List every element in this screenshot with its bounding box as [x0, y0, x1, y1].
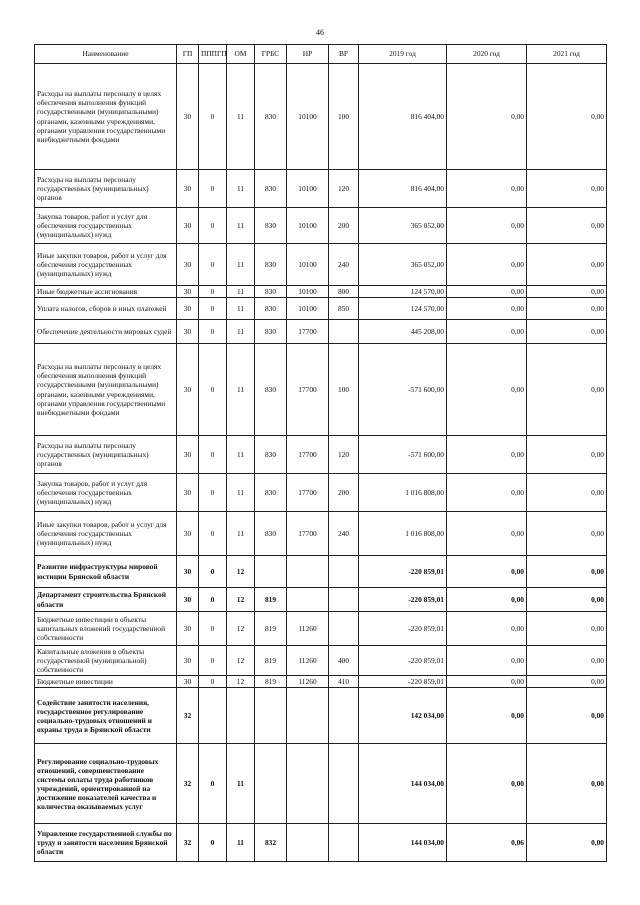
cell-om: 11 [227, 64, 255, 170]
cell-vr [329, 688, 359, 744]
cell-vr [329, 744, 359, 824]
cell-name: Департамент строительства Брянской области [35, 588, 177, 612]
table-row [35, 588, 607, 612]
cell-2020: 0,00 [447, 344, 527, 436]
cell-grbs: 830 [255, 208, 287, 244]
cell-gp: 30 [177, 436, 199, 474]
cell-2020: 0,00 [447, 646, 527, 676]
cell-2021: 0,00 [527, 556, 607, 588]
table-row [35, 824, 607, 862]
cell-ppgp: 0 [199, 298, 227, 320]
cell-name: Развитие инфраструктуры мировой юстиции Брянской области [35, 556, 177, 588]
cell-grbs: 830 [255, 436, 287, 474]
cell-om: 12 [227, 646, 255, 676]
cell-2020: 0,00 [447, 744, 527, 824]
cell-2020: 0,00 [447, 64, 527, 170]
table-row [35, 744, 607, 824]
cell-gp: 30 [177, 646, 199, 676]
cell-grbs: 830 [255, 286, 287, 298]
cell-2021: 0,00 [527, 588, 607, 612]
cell-name: Расходы на выплаты персоналу в целях обеспечения выполнения функций государственными (муниципальными) органами, казенными учреждениями, органами управления государственными внебюджетными фондами [35, 64, 177, 170]
cell-vr: 100 [329, 64, 359, 170]
cell-nr: 17700 [287, 474, 329, 512]
cell-2021: 0,00 [527, 244, 607, 286]
cell-grbs: 830 [255, 170, 287, 208]
cell-grbs: 819 [255, 676, 287, 688]
header-2019: 2019 год [359, 45, 447, 64]
cell-2019: 144 034,00 [359, 744, 447, 824]
cell-2020: 0,00 [447, 208, 527, 244]
cell-2021: 0,00 [527, 824, 607, 862]
cell-gp: 30 [177, 556, 199, 588]
header-ppgp: ПППГП [199, 45, 227, 64]
cell-2020: 0,00 [447, 298, 527, 320]
table-row [35, 344, 607, 436]
cell-nr: 11260 [287, 646, 329, 676]
cell-ppgp: 0 [199, 824, 227, 862]
cell-grbs: 830 [255, 244, 287, 286]
cell-ppgp: 0 [199, 588, 227, 612]
cell-2021: 0,00 [527, 688, 607, 744]
cell-ppgp [199, 688, 227, 744]
cell-2019: 1 016 808,00 [359, 512, 447, 556]
cell-nr: 11260 [287, 676, 329, 688]
cell-name: Закупка товаров, работ и услуг для обеспечения государственных (муниципальных) нужд [35, 208, 177, 244]
cell-2019: -220 859,01 [359, 556, 447, 588]
cell-2019: 142 034,00 [359, 688, 447, 744]
cell-2020: 0,00 [447, 676, 527, 688]
table-row [35, 64, 607, 170]
cell-om: 11 [227, 244, 255, 286]
cell-ppgp: 0 [199, 170, 227, 208]
page-number: 46 [316, 28, 324, 37]
cell-grbs: 830 [255, 320, 287, 344]
cell-nr [287, 744, 329, 824]
cell-om: 12 [227, 588, 255, 612]
cell-grbs: 819 [255, 612, 287, 646]
cell-ppgp: 0 [199, 244, 227, 286]
cell-2020: 0,00 [447, 436, 527, 474]
cell-gp: 30 [177, 208, 199, 244]
cell-ppgp: 0 [199, 612, 227, 646]
cell-2021: 0,00 [527, 286, 607, 298]
cell-gp: 30 [177, 588, 199, 612]
cell-name: Расходы на выплаты персоналу государственных (муниципальных) органов [35, 436, 177, 474]
cell-2020: 0,00 [447, 244, 527, 286]
cell-gp: 30 [177, 612, 199, 646]
cell-grbs: 830 [255, 474, 287, 512]
cell-2019: -220 859,01 [359, 646, 447, 676]
cell-2021: 0,00 [527, 744, 607, 824]
cell-2021: 0,00 [527, 474, 607, 512]
cell-2020: 0,00 [447, 588, 527, 612]
cell-om: 12 [227, 676, 255, 688]
cell-2021: 0,00 [527, 298, 607, 320]
header-vr: ВР [329, 45, 359, 64]
cell-name: Регулирование социально-трудовых отношений, совершенствование системы оплаты труда работников учреждений, ориентированной на достижение показателей качества и количества оказываемых услуг [35, 744, 177, 824]
header-gp: ГП [177, 45, 199, 64]
cell-2021: 0,00 [527, 612, 607, 646]
cell-grbs: 830 [255, 298, 287, 320]
cell-2019: -571 600,00 [359, 436, 447, 474]
cell-grbs [255, 688, 287, 744]
cell-2019: 124 570,00 [359, 298, 447, 320]
cell-2020: 0,00 [447, 556, 527, 588]
cell-gp: 32 [177, 688, 199, 744]
cell-grbs [255, 556, 287, 588]
table-row [35, 676, 607, 688]
table-row [35, 688, 607, 744]
cell-gp: 30 [177, 344, 199, 436]
header-nr: НР [287, 45, 329, 64]
cell-nr: 10100 [287, 244, 329, 286]
cell-2020: 0,00 [447, 170, 527, 208]
cell-2021: 0,00 [527, 676, 607, 688]
cell-2019: -571 600,00 [359, 344, 447, 436]
table-row [35, 512, 607, 556]
cell-name: Закупка товаров, работ и услуг для обеспечения государственных (муниципальных) нужд [35, 474, 177, 512]
cell-2019: 816 404,00 [359, 170, 447, 208]
cell-name: Бюджетные инвестиции в объекты капитальных вложений государственной собственности [35, 612, 177, 646]
cell-2019: -220 859,01 [359, 676, 447, 688]
cell-name: Расходы на выплаты персоналу государственных (муниципальных) органов [35, 170, 177, 208]
cell-2020: 0,00 [447, 512, 527, 556]
cell-om: 11 [227, 320, 255, 344]
cell-2021: 0,00 [527, 320, 607, 344]
cell-2021: 0,00 [527, 646, 607, 676]
header-name: Наименование [35, 45, 177, 64]
cell-om [227, 688, 255, 744]
cell-ppgp: 0 [199, 344, 227, 436]
cell-gp: 32 [177, 824, 199, 862]
cell-name: Иные закупки товаров, работ и услуг для обеспечения государственных (муниципальных) нужд [35, 512, 177, 556]
cell-vr: 800 [329, 286, 359, 298]
cell-2019: 445 208,00 [359, 320, 447, 344]
table-row [35, 170, 607, 208]
cell-ppgp: 0 [199, 474, 227, 512]
cell-vr [329, 556, 359, 588]
cell-nr [287, 556, 329, 588]
cell-gp: 30 [177, 244, 199, 286]
cell-2019: 1 016 808,00 [359, 474, 447, 512]
cell-2019: 816 404,00 [359, 64, 447, 170]
table-row [35, 298, 607, 320]
cell-name: Бюджетные инвестиции [35, 676, 177, 688]
cell-gp: 30 [177, 474, 199, 512]
table-row [35, 646, 607, 676]
cell-2019: 365 052,00 [359, 244, 447, 286]
cell-2019: -220 859,01 [359, 588, 447, 612]
cell-vr: 400 [329, 646, 359, 676]
cell-name: Уплата налогов, сборов и иных платежей [35, 298, 177, 320]
cell-vr [329, 588, 359, 612]
cell-nr: 17700 [287, 436, 329, 474]
cell-2019: -220 859,01 [359, 612, 447, 646]
cell-ppgp: 0 [199, 676, 227, 688]
cell-gp: 30 [177, 512, 199, 556]
cell-name: Расходы на выплаты персоналу в целях обеспечения выполнения функций государственными (муниципальными) органами, казенными учреждениями, органами управления государственными внебюджетными фондами [35, 344, 177, 436]
cell-ppgp: 0 [199, 64, 227, 170]
cell-nr: 17700 [287, 320, 329, 344]
cell-2021: 0,00 [527, 436, 607, 474]
cell-om: 11 [227, 436, 255, 474]
header-2021: 2021 год [527, 45, 607, 64]
cell-2020: 0,00 [447, 320, 527, 344]
cell-om: 11 [227, 344, 255, 436]
table-row [35, 556, 607, 588]
budget-table [34, 44, 607, 862]
cell-ppgp: 0 [199, 556, 227, 588]
table-row [35, 286, 607, 298]
cell-om: 11 [227, 208, 255, 244]
cell-grbs: 819 [255, 646, 287, 676]
cell-vr: 120 [329, 170, 359, 208]
cell-om: 12 [227, 556, 255, 588]
cell-name: Капитальные вложения в объекты государственной (муниципальной) собственности [35, 646, 177, 676]
header-row [35, 45, 607, 64]
cell-2021: 0,00 [527, 512, 607, 556]
cell-ppgp: 0 [199, 320, 227, 344]
cell-om: 11 [227, 298, 255, 320]
cell-vr: 100 [329, 344, 359, 436]
table-row [35, 612, 607, 646]
header-2020: 2020 год [447, 45, 527, 64]
cell-vr [329, 320, 359, 344]
cell-vr: 120 [329, 436, 359, 474]
cell-nr [287, 824, 329, 862]
cell-2021: 0,00 [527, 208, 607, 244]
table-row [35, 244, 607, 286]
cell-gp: 32 [177, 744, 199, 824]
cell-ppgp: 0 [199, 646, 227, 676]
cell-gp: 30 [177, 676, 199, 688]
cell-nr: 10100 [287, 286, 329, 298]
cell-name: Иные закупки товаров, работ и услуг для обеспечения государственных (муниципальных) нужд [35, 244, 177, 286]
cell-nr [287, 688, 329, 744]
cell-gp: 30 [177, 320, 199, 344]
cell-2019: 124 570,00 [359, 286, 447, 298]
cell-om: 11 [227, 744, 255, 824]
cell-2021: 0,00 [527, 64, 607, 170]
cell-nr: 10100 [287, 298, 329, 320]
cell-2020: 0,00 [447, 474, 527, 512]
cell-nr [287, 588, 329, 612]
cell-om: 11 [227, 474, 255, 512]
cell-name: Содействие занятости населения, государственное регулирование социально-трудовых отношений и охраны труда в Брянской области [35, 688, 177, 744]
cell-gp: 30 [177, 286, 199, 298]
cell-vr: 240 [329, 512, 359, 556]
cell-om: 11 [227, 512, 255, 556]
cell-2020: 0,06 [447, 824, 527, 862]
cell-grbs [255, 744, 287, 824]
cell-grbs: 830 [255, 512, 287, 556]
cell-om: 11 [227, 170, 255, 208]
cell-vr [329, 824, 359, 862]
header-grbs: ГРБС [255, 45, 287, 64]
cell-nr: 17700 [287, 344, 329, 436]
cell-ppgp: 0 [199, 512, 227, 556]
cell-nr: 11260 [287, 612, 329, 646]
cell-vr: 200 [329, 474, 359, 512]
cell-vr: 200 [329, 208, 359, 244]
cell-name: Иные бюджетные ассигнования [35, 286, 177, 298]
cell-vr: 410 [329, 676, 359, 688]
cell-vr: 240 [329, 244, 359, 286]
cell-gp: 30 [177, 64, 199, 170]
table-row [35, 320, 607, 344]
cell-ppgp: 0 [199, 436, 227, 474]
cell-2019: 365 052,00 [359, 208, 447, 244]
cell-gp: 30 [177, 298, 199, 320]
cell-2020: 0,00 [447, 286, 527, 298]
cell-vr [329, 612, 359, 646]
cell-grbs: 830 [255, 344, 287, 436]
cell-ppgp: 0 [199, 744, 227, 824]
cell-gp: 30 [177, 170, 199, 208]
cell-2020: 0,00 [447, 612, 527, 646]
table-row [35, 436, 607, 474]
cell-nr: 17700 [287, 512, 329, 556]
cell-om: 11 [227, 824, 255, 862]
cell-grbs: 830 [255, 64, 287, 170]
cell-name: Управление государственной службы по труду и занятости населения Брянской области [35, 824, 177, 862]
table-row [35, 474, 607, 512]
cell-vr: 850 [329, 298, 359, 320]
cell-name: Обеспечение деятельности мировых судей [35, 320, 177, 344]
cell-ppgp: 0 [199, 286, 227, 298]
cell-2021: 0,00 [527, 344, 607, 436]
cell-2019: 144 034,00 [359, 824, 447, 862]
cell-nr: 10100 [287, 208, 329, 244]
cell-grbs: 832 [255, 824, 287, 862]
cell-2021: 0,00 [527, 170, 607, 208]
table-row [35, 208, 607, 244]
cell-om: 11 [227, 286, 255, 298]
cell-ppgp: 0 [199, 208, 227, 244]
cell-om: 12 [227, 612, 255, 646]
header-om: ОМ [227, 45, 255, 64]
cell-grbs: 819 [255, 588, 287, 612]
cell-2020: 0,00 [447, 688, 527, 744]
cell-nr: 10100 [287, 170, 329, 208]
cell-nr: 10100 [287, 64, 329, 170]
